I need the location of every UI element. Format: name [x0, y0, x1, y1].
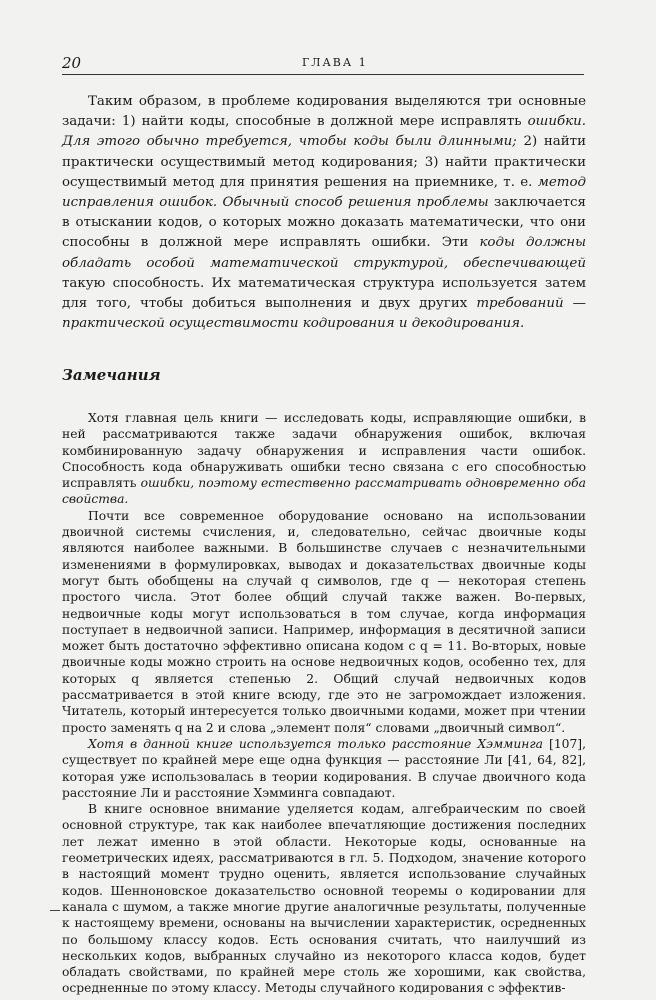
intro-text-3: заключается в отыскании кодов, о которых можно доказать математически, что они способны в должной мере исправлять ошибки. Эти [62, 195, 586, 251]
intro-text-2: 2) найти практически осуществимый метод кодирования; 3) найти практически осуществимый метод для принятия решения на приемнике, т. е. [62, 134, 586, 190]
notes-p1-text: Хотя главная цель книги — исследовать коды, исправляющие ошибки, в ней рассматриваются также задачи обнаружения ошибок, включая комбинированную задачу обнаружения и исправления части ошибок. Способность кода обнаруживать ошибки тесно связана с его способностью исправлять [62, 411, 586, 491]
intro-emphasis-3: коды должны обладать особой математической структурой, обеспечивающей [62, 235, 586, 271]
header-rule [62, 74, 584, 75]
notes-paragraph-4: В книге основное внимание уделяется кодам, алгебраическим по своей основной структуре, так как наиболее впечатляющие достижения последних лет лежат именно в этой области. Некоторые коды, основанные на геометрических идеях, рассматриваются в гл. 5. Подходом, значение которого в настоящий момент трудно оценить, является использование случайных кодов. Шенноновское доказательство основной теоремы о кодировании для канала с шумом, а также многие другие аналогичные результаты, полученные к настоящему времени, основаны на вычислении характеристик, осредненных по большому классу кодов. Есть основания считать, что наилучший из нескольких кодов, выбранных случайно из некоторого класса кодов, будет обладать свойствами, по крайней мере столь же хорошими, как свойства, осредненные по этому классу. Методы случайного кодирования с эффектив- [62, 802, 586, 996]
notes-p3-text: [107], существует по крайней мере еще одна функция — расстояние Ли [41, 64, 82], которая уже использовалась в теории кодирования. В случае двоичного кода расстояние Ли и расстояние Хэмминга совпадают. [62, 736, 586, 800]
intro-emphasis-2: метод исправления ошибок. Обычный способ решения проблемы [62, 174, 586, 211]
intro-paragraph [62, 92, 586, 334]
running-head: ГЛАВА 1 [302, 56, 368, 69]
intro-emphasis-1: ошибки. Для этого обычно требуется, чтобы коды были длинными; [62, 114, 586, 150]
notes-paragraph-1 [62, 410, 586, 508]
notes-paragraph-3 [62, 736, 586, 801]
notes-paragraph-2: Почти все современное оборудование основано на использовании двоичной системы счисления, и, следовательно, сейчас двоичные коды являются наиболее важными. В большинстве случаев с незначительными изменениями в формулировках, выводах и доказательствах двоичные коды могут быть обобщены на случай q символов, где q — некоторая степень простого числа. Этот более общий случай также важен. Во-первых, недвоичные коды могут использоваться в том случае, когда информация поступает в недвоичной записи. Например, информация в десятичной записи может быть достаточно эффективно описана кодом с q = 11. Во-вторых, новые двоичные коды можно строить на основе недвоичных кодов, особенно тех, для которых q является степенью 2. Общий случай недвоичных кодов рассматривается в этой книге всюду, где это не загромождает изложения. Читатель, который интересуется только двоичными кодами, может при чтении просто заменять q на 2 и слова „элемент поля“ словами „двоичный символ“. [62, 508, 586, 735]
intro-text-4: такую способность. Их математическая структура используется затем для того, чтобы добиться выполнения и двух других [62, 275, 586, 312]
intro-text-1: Таким образом, в проблеме кодирования выделяются три основные задачи: 1) найти коды, способные в должной мере исправлять [62, 94, 586, 130]
margin-mark [50, 910, 60, 911]
page-header [62, 54, 582, 76]
intro-emphasis-4: требований — практической осуществимости кодирования и декодирования. [62, 296, 586, 332]
page-number: 20 [62, 54, 82, 72]
notes-p3-emphasis: Хотя в данной книге используется только расстояние Хэмминга [88, 736, 543, 751]
section-title: Замечания [62, 366, 161, 384]
notes-body [62, 410, 586, 997]
notes-p1-emphasis: ошибки, поэтому естественно рассматривать одновременно оба свойства. [62, 476, 586, 507]
